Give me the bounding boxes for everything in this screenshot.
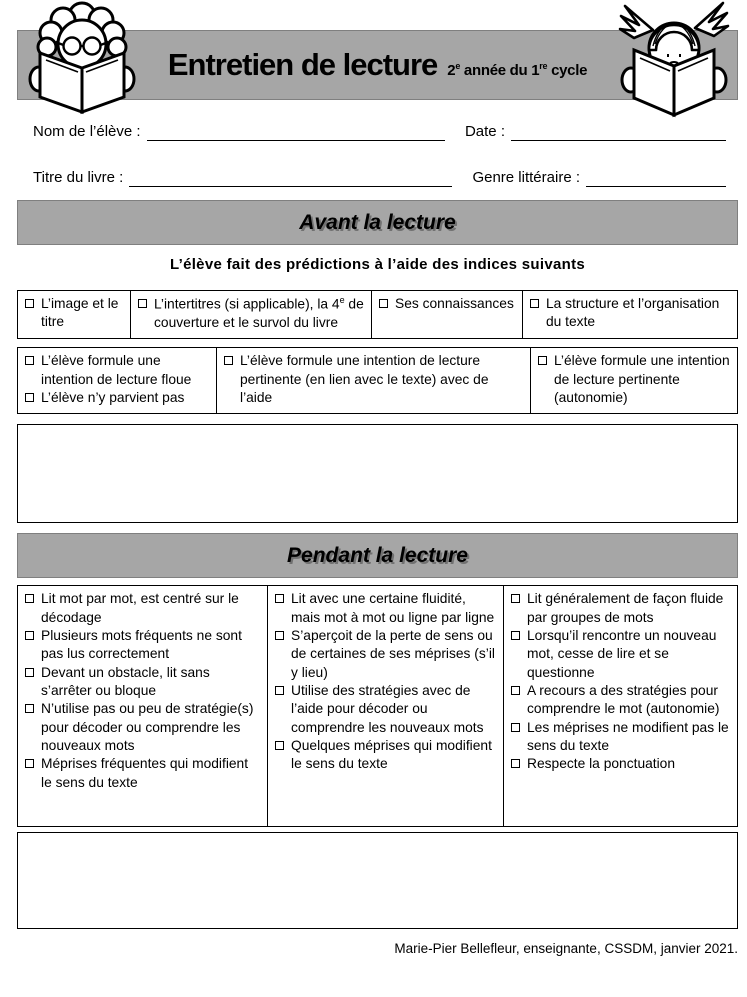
- field-row-2: [17, 168, 738, 187]
- table-cell: [267, 586, 503, 826]
- checkbox-icon[interactable]: [25, 393, 34, 402]
- indices-table: [17, 290, 738, 339]
- checkbox-icon[interactable]: [25, 356, 34, 365]
- field-label-titre: Titre du livre :: [33, 169, 124, 186]
- checklist-item: [23, 389, 210, 407]
- checkbox-icon[interactable]: [511, 759, 520, 768]
- field-label-genre: Genre littéraire :: [472, 169, 580, 186]
- fluency-table: [17, 585, 738, 827]
- checklist-item: [23, 700, 261, 755]
- form-title: Entretien de lecture: [167, 47, 438, 82]
- notes-box-pendant[interactable]: [17, 832, 738, 929]
- table-cell: [18, 348, 216, 413]
- checkbox-icon[interactable]: [275, 741, 284, 750]
- checkbox-icon[interactable]: [138, 299, 147, 308]
- banner-pendant-label: Pendant la lecture: [287, 543, 468, 567]
- checklist-item: [136, 295, 365, 332]
- checklist-item-label: L’image et le titre: [41, 296, 119, 330]
- field-label-date: Date :: [464, 123, 505, 140]
- checklist-item-label: Respecte la ponctuation: [527, 756, 676, 772]
- checklist-item: [377, 295, 516, 313]
- checkbox-icon[interactable]: [530, 299, 539, 308]
- checklist-item: [509, 627, 731, 682]
- checkbox-icon[interactable]: [511, 594, 520, 603]
- checklist-item-label: Lorsqu’il rencontre un nouveau mot, cesse de lire et se questionne: [527, 628, 717, 680]
- checklist-item-label: Utilise des stratégies avec de l’aide pour décoder ou comprendre les nouveaux mots: [291, 683, 484, 735]
- checklist-item: [273, 590, 497, 627]
- checkbox-icon[interactable]: [25, 759, 34, 768]
- checklist-item-label: A recours a des stratégies pour comprendre le mot (autonomie): [527, 683, 720, 717]
- checkbox-icon[interactable]: [25, 668, 34, 677]
- instruction-text: L’élève fait des prédictions à l’aide des indices suivants: [169, 256, 586, 273]
- checklist-item-label: L’élève n’y parvient pas: [41, 389, 185, 405]
- banner-avant-label: Avant la lecture: [299, 210, 456, 234]
- page-title: [168, 47, 587, 83]
- checklist-item: [273, 682, 497, 737]
- form-content: [17, 0, 738, 956]
- checklist-item-label: Ses connaissances: [395, 296, 514, 311]
- table-cell: [216, 348, 530, 413]
- table-cell: [130, 291, 371, 338]
- checklist-item-label: L’élève formule une intention de lecture pertinente (en lien avec le texte) avec de l’aide: [240, 353, 489, 405]
- field-row-1: [17, 122, 738, 141]
- checklist-item-label: Quelques méprises qui modifient le sens du texte: [291, 738, 492, 772]
- checklist-item: [222, 352, 524, 407]
- checklist-item-label: S’aperçoit de la perte de sens ou de certaines de ses méprises (s’il y lieu): [291, 628, 495, 680]
- checkbox-icon[interactable]: [275, 686, 284, 695]
- checklist-item-label: Plusieurs mots fréquents ne sont pas lus correctement: [41, 628, 242, 662]
- girl-reading-icon: [617, 0, 731, 118]
- table-cell: [18, 586, 267, 826]
- checklist-item-label: Les méprises ne modifient pas le sens du texte: [527, 719, 729, 754]
- checklist-item: [23, 664, 261, 701]
- checkbox-icon[interactable]: [25, 299, 34, 308]
- nom-input-line[interactable]: [147, 122, 445, 141]
- checklist-item-label: La structure et l’organisation du texte: [546, 296, 720, 330]
- checklist-item-label: L’élève formule une intention de lecture floue: [41, 353, 192, 387]
- checklist-item-label: Devant un obstacle, lit sans s’arrêter ou bloque: [41, 664, 210, 699]
- checkbox-icon[interactable]: [511, 686, 520, 695]
- date-input-line[interactable]: [511, 122, 726, 141]
- section-banner-avant: [17, 200, 738, 245]
- checkbox-icon[interactable]: [25, 704, 34, 713]
- checkbox-icon[interactable]: [511, 631, 520, 640]
- checklist-item: [509, 590, 731, 627]
- checklist-item-label: Lit mot par mot, est centré sur le décodage: [41, 591, 239, 625]
- table-cell: [530, 348, 737, 413]
- checklist-item-label: N’utilise pas ou peu de stratégie(s) pour décoder ou comprendre les nouveaux mots: [41, 701, 254, 754]
- checkbox-icon[interactable]: [275, 594, 284, 603]
- table-cell: [371, 291, 522, 338]
- table-cell: [18, 291, 130, 338]
- checkbox-icon[interactable]: [25, 631, 34, 640]
- checklist-item: [273, 737, 497, 774]
- checklist-item: [23, 590, 261, 627]
- table-cell: [522, 291, 737, 338]
- checklist-item-label: L’intertitres (si applicable), la 4e de couverture et le survol du livre: [154, 295, 364, 330]
- intention-table: [17, 347, 738, 414]
- form-subtitle: 2e année du 1re cycle: [447, 61, 588, 79]
- boy-reading-icon: [26, 0, 138, 115]
- checklist-item: [23, 627, 261, 664]
- checklist-item: [23, 755, 261, 792]
- checklist-item: [509, 755, 731, 773]
- footer-credit: Marie-Pier Bellefleur, enseignante, CSSDM, janvier 2021.: [394, 941, 738, 957]
- checklist-item-label: Lit généralement de façon fluide par groupes de mots: [527, 591, 724, 625]
- checklist-item: [509, 682, 731, 719]
- checkbox-icon[interactable]: [538, 356, 547, 365]
- field-label-nom: Nom de l’élève :: [33, 123, 141, 140]
- checkbox-icon[interactable]: [511, 723, 520, 732]
- checkbox-icon[interactable]: [379, 299, 388, 308]
- checklist-item: [273, 627, 497, 682]
- checklist-item-label: Lit avec une certaine fluidité, mais mot à mot ou ligne par ligne: [291, 591, 495, 625]
- checkbox-icon[interactable]: [224, 356, 233, 365]
- section-banner-pendant: [17, 533, 738, 578]
- table-cell: [503, 586, 737, 826]
- checklist-item: [23, 295, 124, 332]
- checklist-item-label: Méprises fréquentes qui modifient le sens du texte: [41, 756, 249, 790]
- titre-input-line[interactable]: [129, 168, 452, 187]
- checkbox-icon[interactable]: [25, 594, 34, 603]
- checklist-item: [528, 295, 731, 332]
- checkbox-icon[interactable]: [275, 631, 284, 640]
- checklist-item: [536, 352, 731, 407]
- checklist-item: [509, 719, 731, 756]
- checklist-item-label: L’élève formule une intention de lecture pertinente (autonomie): [554, 353, 730, 405]
- genre-input-line[interactable]: [586, 168, 726, 187]
- notes-box-avant[interactable]: [17, 424, 738, 523]
- checklist-item: [23, 352, 210, 389]
